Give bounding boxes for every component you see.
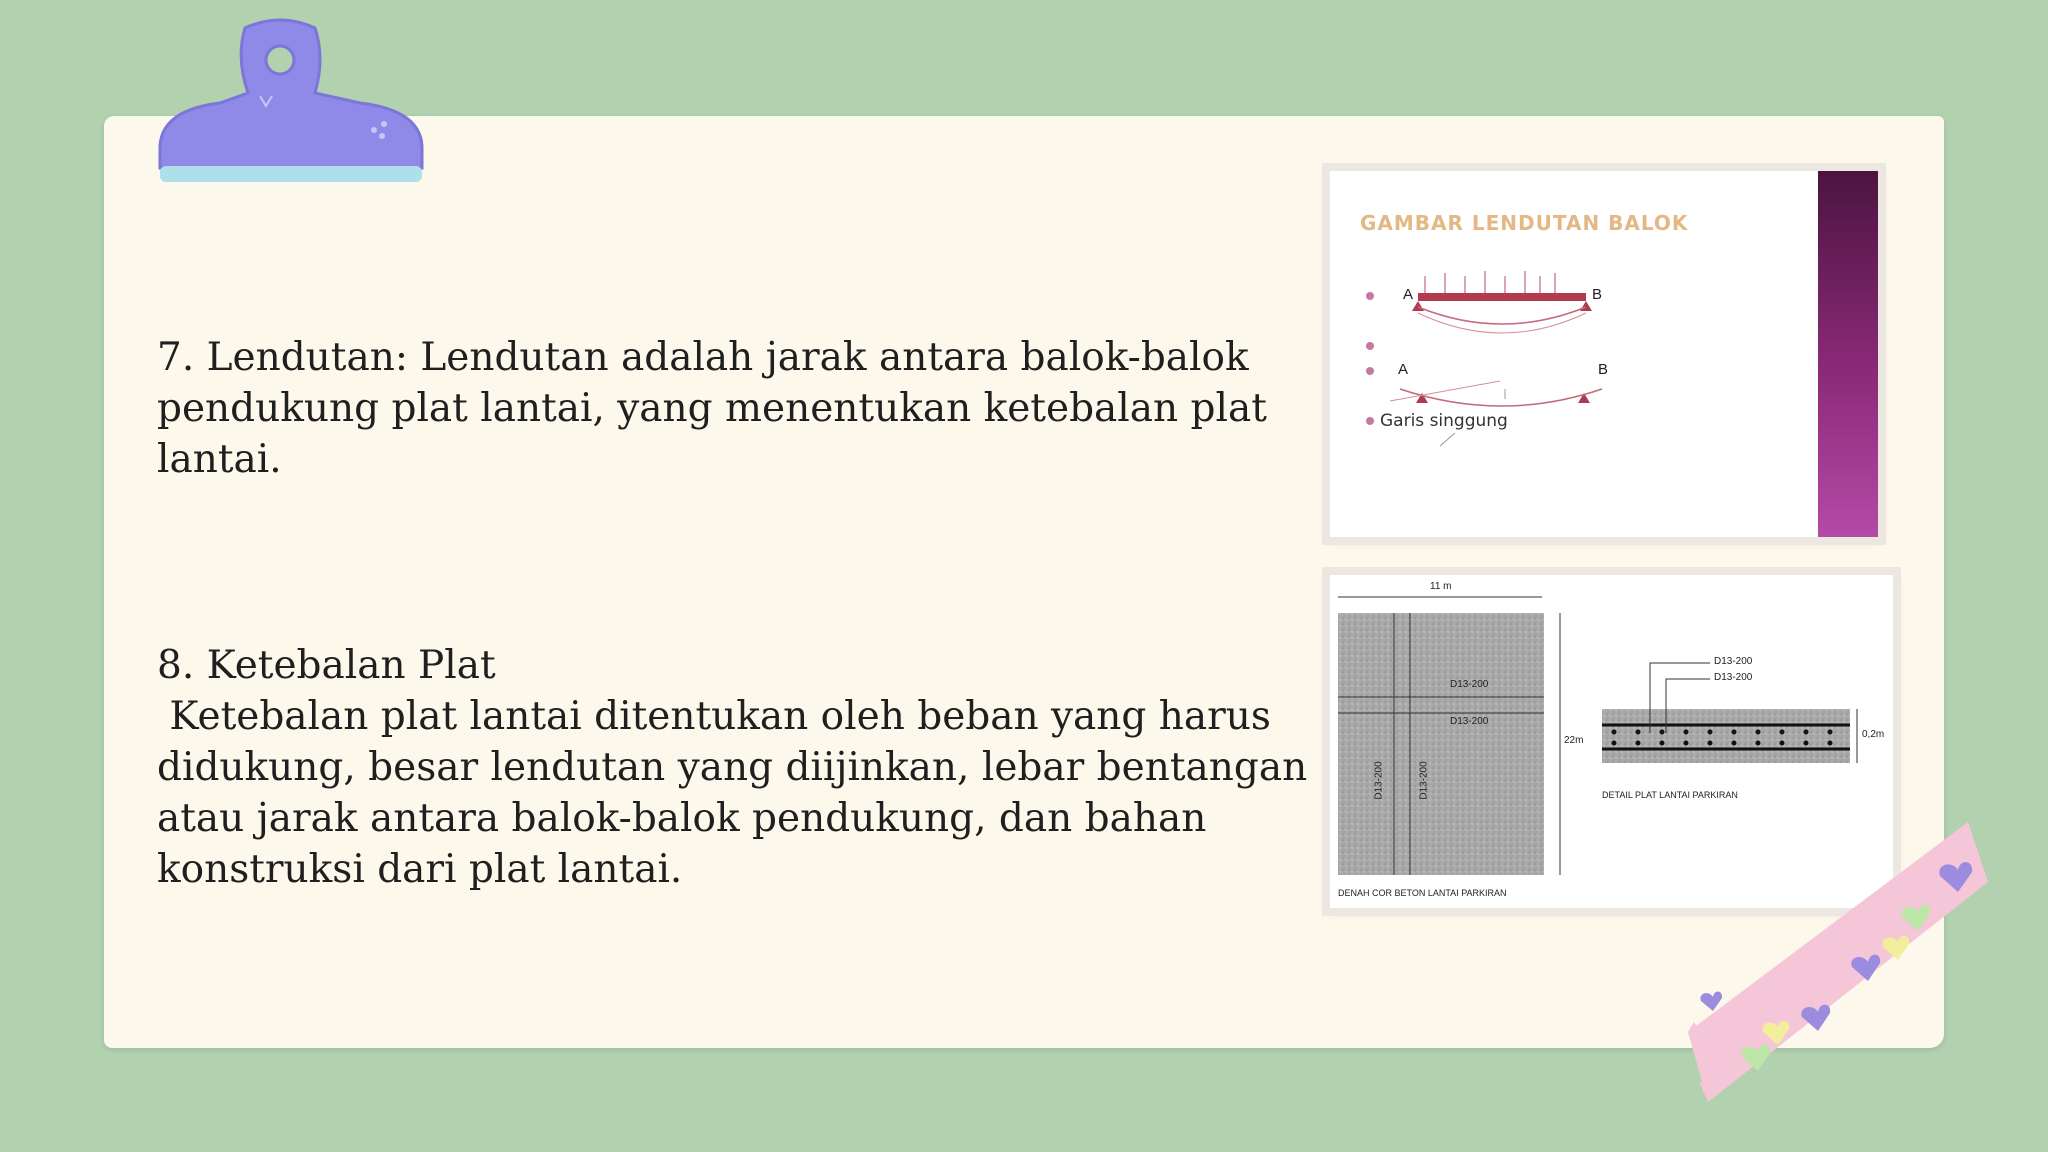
binder-clip-icon — [150, 18, 440, 198]
section-8-heading: 8. Ketebalan Plat — [157, 643, 496, 688]
plan-vertical-label-2: D13-200 — [1418, 761, 1430, 800]
beam-diagram — [1330, 171, 1820, 537]
section-caption: DETAIL PLAT LANTAI PARKIRAN — [1602, 790, 1738, 800]
section-7-text: 7. Lendutan: Lendutan adalah jarak antara balok-balok pendukung plat lantai, yang menentukan ketebalan plat lantai. — [157, 335, 1267, 482]
section-rebar-label-2: D13-200 — [1714, 672, 1753, 683]
plan-grid-label-2: D13-200 — [1450, 716, 1489, 727]
plan-vertical-label-1: D13-200 — [1373, 761, 1385, 800]
section-thickness-label: 0,2m — [1862, 729, 1885, 740]
section-8-block — [157, 640, 1327, 895]
image-title: GAMBAR LENDUTAN BALOK — [1360, 211, 1689, 235]
section-rebar-label-1: D13-200 — [1714, 656, 1753, 667]
beam-deflection-image — [1330, 171, 1878, 537]
washi-tape-decoration — [1668, 822, 1988, 1122]
plan-top-dimension: 11 m — [1430, 581, 1452, 592]
label-b-bottom: B — [1598, 361, 1609, 378]
plan-caption: DENAH COR BETON LANTAI PARKIRAN — [1338, 888, 1507, 898]
section-8-body: Ketebalan plat lantai ditentukan oleh beban yang harus didukung, besar lendutan yang diijinkan, lebar bentangan atau jarak antara balok-balok pendukung, dan bahan konstruksi dari plat lantai. — [157, 694, 1320, 892]
label-a-bottom: A — [1398, 361, 1409, 378]
label-a-top: A — [1403, 286, 1414, 303]
tangent-line-caption: Garis singgung — [1380, 411, 1508, 431]
slide-accent-band — [1818, 171, 1878, 537]
plan-grid-label-1: D13-200 — [1450, 679, 1489, 690]
plan-side-dimension: 22m — [1564, 735, 1584, 746]
label-b-top: B — [1592, 286, 1603, 303]
